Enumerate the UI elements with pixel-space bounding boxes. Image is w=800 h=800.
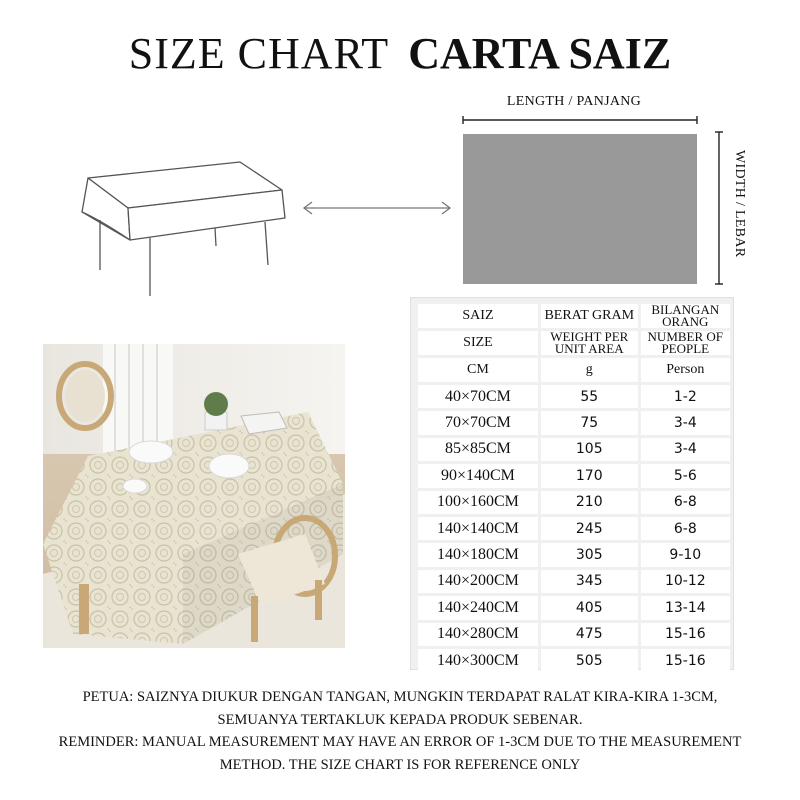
table-row xyxy=(418,543,730,566)
people-cell: 3-4 xyxy=(641,438,730,461)
note-malay-line-1: PETUA: SAIZNYA DIUKUR DENGAN TANGAN, MUNGKIN TERDAPAT RALAT KIRA-KIRA 1-3CM, xyxy=(82,689,718,705)
header-cell: g xyxy=(541,358,638,382)
table-header-row xyxy=(418,358,730,382)
dimension-diagram xyxy=(455,112,745,287)
people-cell: 6-8 xyxy=(641,517,730,540)
people-cell: 15-16 xyxy=(641,649,730,672)
weight-cell: 405 xyxy=(541,596,638,619)
size-cell: 85×85CM xyxy=(418,438,538,461)
table-row xyxy=(418,385,730,408)
table-row xyxy=(418,438,730,461)
page-title xyxy=(0,28,800,79)
header-cell: WEIGHT PER UNIT AREA xyxy=(541,331,638,355)
header-cell: BILANGAN ORANG xyxy=(641,304,730,328)
weight-cell: 170 xyxy=(541,464,638,487)
people-cell: 5-6 xyxy=(641,464,730,487)
size-cell: 40×70CM xyxy=(418,385,538,408)
table-header-row xyxy=(418,331,730,355)
table-row xyxy=(418,623,730,646)
header-cell: CM xyxy=(418,358,538,382)
people-cell: 1-2 xyxy=(641,385,730,408)
size-cell: 140×200CM xyxy=(418,570,538,593)
size-cell: 140×280CM xyxy=(418,623,538,646)
double-arrow-icon xyxy=(300,196,454,220)
size-cell: 140×180CM xyxy=(418,543,538,566)
weight-cell: 55 xyxy=(541,385,638,408)
note-english-line-1: REMINDER: MANUAL MEASUREMENT MAY HAVE AN ERROR OF 1-3CM DUE TO THE MEASUREMENT xyxy=(58,734,742,750)
people-cell: 13-14 xyxy=(641,596,730,619)
measurement-notes xyxy=(0,686,800,776)
people-cell: 3-4 xyxy=(641,411,730,434)
table-row xyxy=(418,570,730,593)
table-row xyxy=(418,596,730,619)
weight-cell: 75 xyxy=(541,411,638,434)
note-malay-line-2: SEMUANYA TERTAKLUK KEPADA PRODUK SEBENAR. xyxy=(217,711,583,728)
table-row xyxy=(418,517,730,540)
header-cell: NUMBER OF PEOPLE xyxy=(641,331,730,355)
people-cell: 6-8 xyxy=(641,491,730,514)
weight-cell: 305 xyxy=(541,543,638,566)
length-label: LENGTH / PANJANG xyxy=(506,94,642,109)
table-row xyxy=(418,491,730,514)
header-cell: SAIZ xyxy=(418,304,538,328)
table-sketch-illustration xyxy=(70,150,300,300)
weight-cell: 505 xyxy=(541,649,638,672)
width-label: WIDTH / LEBAR xyxy=(732,150,747,258)
title-english: SIZE CHART xyxy=(128,29,390,78)
table-row xyxy=(418,411,730,434)
weight-cell: 345 xyxy=(541,570,638,593)
size-cell: 140×240CM xyxy=(418,596,538,619)
header-cell: Person xyxy=(641,358,730,382)
header-cell: BERAT GRAM xyxy=(541,304,638,328)
table-row xyxy=(418,649,730,672)
people-cell: 10-12 xyxy=(641,570,730,593)
table-row xyxy=(418,464,730,487)
size-cell: 140×140CM xyxy=(418,517,538,540)
weight-cell: 105 xyxy=(541,438,638,461)
weight-cell: 245 xyxy=(541,517,638,540)
size-chart-table xyxy=(410,297,734,670)
size-cell: 100×160CM xyxy=(418,491,538,514)
header-cell: SIZE xyxy=(418,331,538,355)
table-header-row xyxy=(418,304,730,328)
tablecloth-rectangle xyxy=(463,134,697,284)
people-cell: 9-10 xyxy=(641,543,730,566)
title-malay: CARTA SAIZ xyxy=(408,29,672,78)
size-cell: 90×140CM xyxy=(418,464,538,487)
product-photo xyxy=(43,344,345,648)
weight-cell: 210 xyxy=(541,491,638,514)
note-english-line-2: METHOD. THE SIZE CHART IS FOR REFERENCE ONLY xyxy=(219,756,581,773)
weight-cell: 475 xyxy=(541,623,638,646)
people-cell: 15-16 xyxy=(641,623,730,646)
size-cell: 70×70CM xyxy=(418,411,538,434)
size-cell: 140×300CM xyxy=(418,649,538,672)
